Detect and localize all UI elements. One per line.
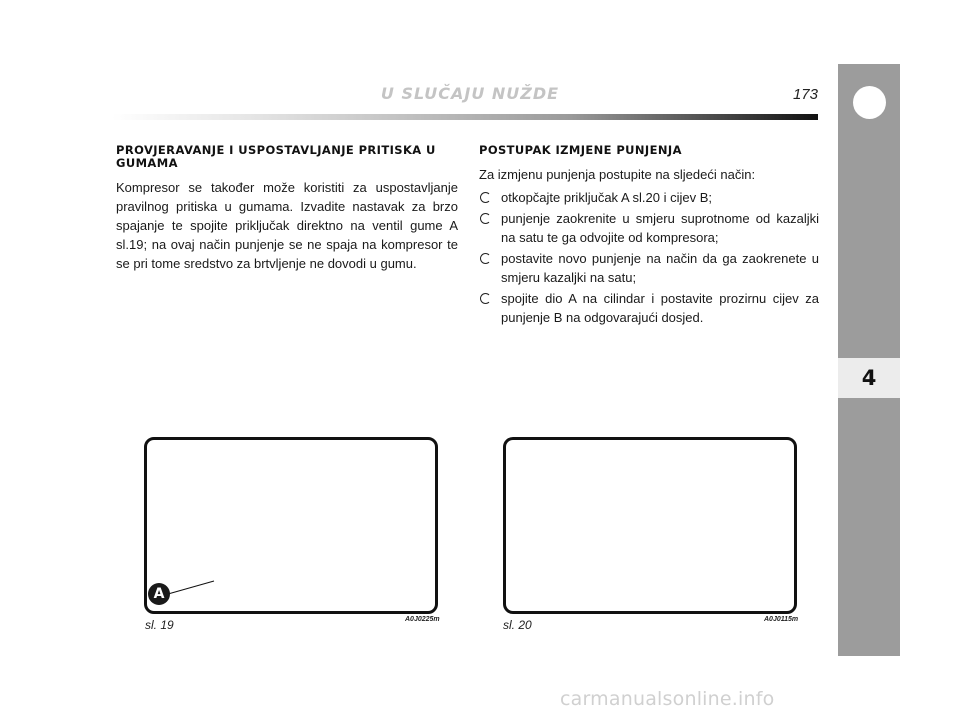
- figure-19-code: A0J0225m: [405, 616, 440, 623]
- section-body-tire-pressure: Kompresor se također može koristiti za uspostavljanje pravilnog pritiska u gumama. Izvadite nastavak za brzo spajanje te spojite priključak direktno na ventil gume A sl.19; na ovaj način punjenje se ne spaja na kompresor te se pri tome sredstvo za brtvljenje ne dovodi u gumu.: [116, 180, 458, 271]
- figure-20-caption: sl. 20: [503, 618, 532, 632]
- chapter-header-title: U SLUČAJU NUŽDE: [380, 84, 560, 103]
- list-item: [479, 188, 819, 207]
- bullet-circle-icon: [480, 192, 491, 203]
- step-text: punjenje zaokrenite u smjeru suprotnome od kazaljki na satu te ga odvojite od kompresora;: [501, 211, 819, 245]
- section-intro: Za izmjenu punjenja postupite na sljedeći način:: [479, 167, 756, 182]
- step-text: postavite novo punjenje na način da ga zaokrenete u smjeru kazaljki na satu;: [501, 251, 819, 285]
- list-item: [479, 249, 819, 287]
- watermark: carmanualsonline.info: [560, 688, 775, 710]
- page-number: 173: [792, 86, 818, 103]
- figure-20-code: A0J0115m: [764, 616, 799, 623]
- tab-circle-icon: [853, 86, 886, 119]
- section-heading-refill-replacement: POSTUPAK IZMJENE PUNJENJA: [479, 143, 682, 157]
- list-item: [479, 289, 819, 327]
- left-column: [116, 144, 458, 273]
- leader-line: [166, 578, 216, 596]
- figure-label-a: A: [148, 583, 170, 605]
- bullet-circle-icon: [480, 253, 491, 264]
- chapter-number: 4: [838, 358, 900, 398]
- figure-20-frame: [503, 437, 797, 614]
- figure-19-caption: sl. 19: [145, 618, 174, 632]
- list-item: [479, 209, 819, 247]
- step-text: spojite dio A na cilindar i postavite prozirnu cijev za punjenje B na odgovarajući dosjed.: [501, 291, 819, 325]
- steps-list: [479, 188, 819, 327]
- header-rule: [112, 114, 818, 120]
- bullet-circle-icon: [480, 293, 491, 304]
- section-heading-tire-pressure: PROVJERAVANJE I USPOSTAVLJANJE PRITISKA U GUMAMA: [116, 143, 436, 170]
- right-column: [479, 144, 819, 329]
- step-text: otkopčajte priključak A sl.20 i cijev B;: [501, 190, 712, 205]
- bullet-circle-icon: [480, 213, 491, 224]
